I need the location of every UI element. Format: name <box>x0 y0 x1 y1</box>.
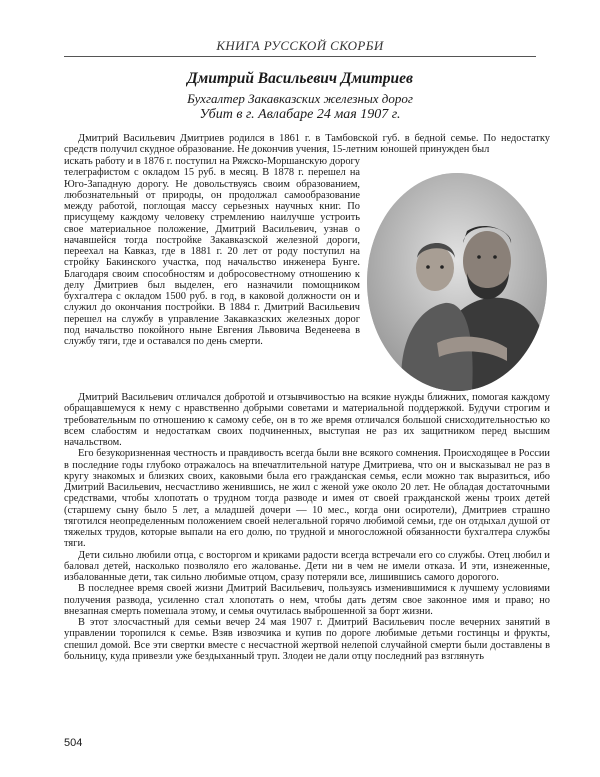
paragraph-1-intro <box>64 133 550 156</box>
paragraph-6: В этот злосчастный для семьи вечер 24 мая 1907 г. Дмитрий Васильевич после вечерних занятий в управлении торопился к семье. Взяв извозчика и купив по дороге любимые детьми гостинцы и фрукты, спешил домой. Все эти свертки вместе с несчастной жертвой нелепой случайной смерти были доставлены в больницу, куда привезли уже бездыханный труп. Злодеи не дали отцу последний раз взглянуть <box>64 617 550 662</box>
portrait-photo-icon <box>367 173 547 391</box>
paragraph-4: Дети сильно любили отца, с восторгом и криками радости всегда встречали его со службы. Отец любил и баловал детей, насколько позволяло его жалованье. Дети ни в чем не имели отказа. И эти, изнеженные, избалованные дети, так сильно любимые отцом, сразу потеряли все, лишившись самого дорогого. <box>64 549 550 583</box>
article-title: Дмитрий Васильевич Дмитриев <box>187 70 413 87</box>
portrait-photo <box>367 173 547 391</box>
body-text <box>64 392 550 662</box>
article-death-note: Убит в г. Авлабаре 24 мая 1907 г. <box>199 107 401 122</box>
running-header: КНИГА РУССКОЙ СКОРБИ <box>216 38 384 53</box>
article-position: Бухгалтер Закавказских железных дорог <box>187 91 413 106</box>
paragraph-5: В последнее время своей жизни Дмитрий Васильевич, пользуясь изменившимися к лучшему условиями получения развода, усиленно стал хлопотать о нем, чтобы дать детям свое законное имя и право; но внезапная смерть помешала этому, и семья очутилась выброшенной за борт жизни. <box>64 583 550 617</box>
header-rule <box>64 56 536 57</box>
paragraph-1-wrap: искать работу и в 1876 г. поступил на Ряжско-Моршанскую дорогу телеграфистом с окладом 15 руб. в месяц. В 1878 г. перешел на Юго-Западную дорогу. Не довольствуясь своим образованием, любознательный от природы, он продолжал самообразование между работой, поглощая массу серьезных научных книг. По присущему каждому человеку стремлению наилучше устроить свое материальное положение, Дмитрий Васильевич, узнав о начавшейся тогда постройке Закавказской железной дороги, переехал на Кавказ, где в 1881 г. 20 лет от роду поступил на стройку Бакинского участка, под начальство инженера Бунге. Благодаря своим способностям и добросовестному отношению к делу Дмитриев был выделен, его назначили помощником бухгалтера с окладом 1500 руб. в год, в каковой должности он и служил до окончания постройки. В 1884 г. Дмитрий Васильевич перешел на службу в управление Закавказских железных дорог под начальство покойного ныне Евгения Львовича Веденеева в службу тяги, где и оставался по день смерти. <box>64 156 360 347</box>
page-number: 504 <box>64 737 83 749</box>
paragraph-3: Его безукоризненная честность и правдивость всегда были вне всякого сомнения. Происходящее в России в последние годы глубоко отражалось на впечатлительной натуре Дмитриева, что он и высказывал не раз в кругу знакомых и близких своих, каковыми была его гражданская семья, если можно так выразиться, ибо Дмитрий Васильевич, несчастливо женившись, не жил с женой уже около 20 лет. Не обладая достаточными средствами, чтобы хлопотать о трудном тогда разводе и имея от своей гражданской жены троих детей (старшему сыну было 5 лет, а младшей дочери — 10 мес., когда они осиротели), Дмитриев страшно тяготился неопределенным положением своей нелегальной горячо любимой семьи, где он отдыхал душой от тяжелых трудов, которые выпали на его долю, по трудной и многосложной обязанности бухгалтера службы тяги. <box>64 448 550 550</box>
paragraph-1-top: Дмитрий Васильевич Дмитриев родился в 1861 г. в Тамбовской губ. в бедной семье. По недостатку средств получил скудное образование. Не докончив учения, 15-летним юношей принужден был <box>64 133 550 156</box>
paragraph-2: Дмитрий Васильевич отличался добротой и отзывчивостью на всякие нужды ближних, помогая каждому обращавшемуся к нему с нравственно добрыми советами и материальной поддержкой. Будучи строгим и требовательным по отношению к самому себе, он в то же время отличался большой снисходительностью ко всем слабостям и недостаткам своих подчиненных, выступая не раз их защитником перед высшим начальством. <box>64 392 550 448</box>
paragraph-1-wrapped <box>64 156 360 347</box>
